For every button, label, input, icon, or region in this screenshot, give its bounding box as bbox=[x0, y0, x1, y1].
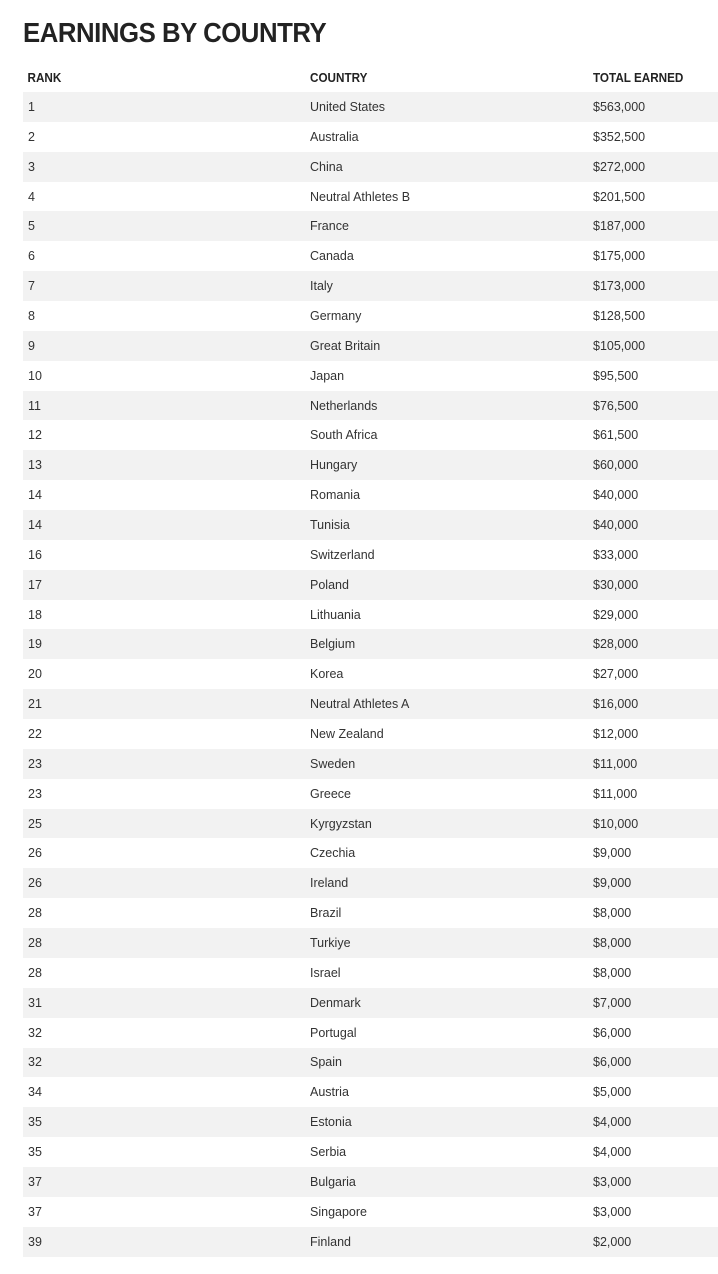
total-earned-cell: $8,000 bbox=[593, 906, 632, 921]
rank-cell: 20 bbox=[28, 667, 42, 682]
total-earned-cell: $27,000 bbox=[593, 667, 639, 682]
total-earned-cell: $4,000 bbox=[593, 1145, 632, 1159]
rank-cell: 32 bbox=[28, 1055, 42, 1070]
rank-cell: 10 bbox=[28, 368, 42, 383]
country-cell: Singapore bbox=[310, 1204, 367, 1219]
country-cell: Poland bbox=[310, 577, 349, 592]
rank-cell: 4 bbox=[28, 189, 35, 204]
table-row bbox=[23, 391, 718, 421]
rank-cell: 23 bbox=[28, 756, 42, 771]
rank-cell: 14 bbox=[28, 488, 42, 503]
country-cell: Denmark bbox=[310, 995, 361, 1010]
table-row bbox=[23, 988, 718, 1018]
rank-cell: 1 bbox=[28, 99, 35, 114]
total-earned-cell: $8,000 bbox=[593, 965, 632, 980]
total-earned-cell: $5,000 bbox=[593, 1085, 632, 1100]
total-earned-cell: $9,000 bbox=[593, 846, 632, 861]
total-earned-cell: $105,000 bbox=[593, 338, 646, 353]
country-cell: Canada bbox=[310, 249, 354, 264]
table-row bbox=[23, 958, 718, 988]
rank-cell: 37 bbox=[28, 1174, 42, 1189]
rank-cell: 5 bbox=[28, 219, 35, 234]
rank-cell: 28 bbox=[28, 935, 42, 950]
country-cell: Greece bbox=[310, 786, 351, 801]
table-row bbox=[23, 1197, 718, 1227]
total-earned-cell: $12,000 bbox=[593, 726, 639, 741]
country-cell: Australia bbox=[310, 129, 359, 144]
rank-cell: 16 bbox=[28, 547, 42, 562]
total-earned-cell: $3,000 bbox=[593, 1204, 632, 1219]
table-row bbox=[23, 838, 718, 868]
total-earned-cell: $10,000 bbox=[593, 816, 639, 831]
rank-cell: 13 bbox=[28, 458, 42, 473]
earnings-table bbox=[23, 62, 718, 1257]
country-cell: Japan bbox=[310, 368, 345, 383]
total-earned-cell: $11,000 bbox=[593, 756, 638, 771]
rank-cell: 26 bbox=[28, 846, 42, 861]
table-row bbox=[23, 779, 718, 809]
table-row bbox=[23, 1227, 718, 1257]
table-row bbox=[23, 510, 718, 540]
table-row bbox=[23, 540, 718, 570]
table-row bbox=[23, 182, 718, 212]
rank-cell: 18 bbox=[28, 607, 42, 622]
total-earned-cell: $30,000 bbox=[593, 577, 639, 592]
rank-cell: 19 bbox=[28, 637, 42, 652]
table-row bbox=[23, 480, 718, 510]
country-cell: Italy bbox=[310, 279, 333, 294]
total-earned-cell: $7,000 bbox=[593, 995, 632, 1010]
table-row bbox=[23, 659, 718, 689]
table-row bbox=[23, 570, 718, 600]
total-earned-cell: $3,000 bbox=[593, 1174, 632, 1189]
total-earned-cell: $95,500 bbox=[593, 368, 639, 383]
table-row bbox=[23, 809, 718, 839]
country-cell: Czechia bbox=[310, 846, 356, 861]
country-cell: South Africa bbox=[310, 428, 378, 443]
country-cell: Austria bbox=[310, 1085, 349, 1100]
country-cell: Germany bbox=[310, 308, 362, 323]
country-cell: Switzerland bbox=[310, 547, 375, 562]
rank-cell: 26 bbox=[28, 876, 42, 891]
country-cell: France bbox=[310, 219, 349, 234]
rank-cell: 37 bbox=[28, 1204, 42, 1219]
table-row bbox=[23, 629, 718, 659]
rank-cell: 7 bbox=[28, 279, 35, 294]
total-earned-cell: $8,000 bbox=[593, 935, 632, 950]
total-earned-cell: $29,000 bbox=[593, 607, 639, 622]
rank-cell: 11 bbox=[28, 398, 41, 413]
rank-cell: 2 bbox=[28, 129, 35, 144]
country-cell: Hungary bbox=[310, 458, 358, 473]
rank-cell: 22 bbox=[28, 726, 42, 741]
country-cell: Great Britain bbox=[310, 338, 381, 353]
table-row bbox=[23, 1167, 718, 1197]
rank-cell: 28 bbox=[28, 906, 42, 921]
table-row bbox=[23, 331, 718, 361]
table-row bbox=[23, 420, 718, 450]
table-row bbox=[23, 92, 718, 122]
table-row bbox=[23, 450, 718, 480]
table-row bbox=[23, 241, 718, 271]
country-cell: Neutral Athletes B bbox=[310, 189, 411, 204]
table-row bbox=[23, 152, 718, 182]
country-cell: United States bbox=[310, 99, 386, 114]
country-cell: Finland bbox=[310, 1234, 351, 1249]
total-earned-cell: $40,000 bbox=[593, 517, 639, 532]
table-row bbox=[23, 361, 718, 391]
rank-cell: 25 bbox=[28, 816, 42, 831]
rank-cell: 3 bbox=[28, 159, 35, 174]
table-row bbox=[23, 122, 718, 152]
total-earned-cell: $201,500 bbox=[593, 189, 646, 204]
table-row bbox=[23, 719, 718, 749]
total-earned-cell: $563,000 bbox=[593, 99, 646, 114]
table-header bbox=[23, 62, 718, 92]
page-title: EARNINGS BY COUNTRY bbox=[23, 17, 327, 48]
table-row bbox=[23, 689, 718, 719]
total-earned-cell: $272,000 bbox=[593, 159, 646, 174]
header-total-earned: TOTAL EARNED bbox=[593, 69, 684, 85]
country-cell: Sweden bbox=[310, 756, 356, 771]
table-row bbox=[23, 749, 718, 779]
country-cell: Bulgaria bbox=[310, 1174, 356, 1189]
rank-cell: 39 bbox=[28, 1234, 42, 1249]
country-cell: Serbia bbox=[310, 1145, 347, 1159]
country-cell: Portugal bbox=[310, 1025, 357, 1040]
country-cell: Turkiye bbox=[310, 935, 351, 950]
rank-cell: 35 bbox=[28, 1115, 42, 1130]
country-cell: Kyrgyzstan bbox=[310, 816, 372, 831]
country-cell: Lithuania bbox=[310, 607, 361, 622]
table-row bbox=[23, 1048, 718, 1078]
table-row bbox=[23, 898, 718, 928]
table-row bbox=[23, 1077, 718, 1107]
rank-cell: 12 bbox=[28, 428, 42, 443]
rank-cell: 6 bbox=[28, 249, 35, 264]
total-earned-cell: $40,000 bbox=[593, 488, 639, 503]
country-cell: Romania bbox=[310, 488, 361, 503]
total-earned-cell: $28,000 bbox=[593, 637, 639, 652]
total-earned-cell: $175,000 bbox=[593, 249, 646, 264]
total-earned-cell: $16,000 bbox=[593, 697, 639, 712]
total-earned-cell: $4,000 bbox=[593, 1115, 632, 1130]
table-row bbox=[23, 271, 718, 301]
table-row bbox=[23, 600, 718, 630]
country-cell: Tunisia bbox=[310, 517, 350, 532]
rank-cell: 32 bbox=[28, 1025, 42, 1040]
country-cell: Ireland bbox=[310, 876, 349, 891]
total-earned-cell: $6,000 bbox=[593, 1025, 632, 1040]
table-row bbox=[23, 301, 718, 331]
country-cell: Netherlands bbox=[310, 398, 378, 413]
country-cell: Estonia bbox=[310, 1115, 352, 1130]
table-body bbox=[23, 92, 718, 1257]
rank-cell: 28 bbox=[28, 965, 42, 980]
total-earned-cell: $60,000 bbox=[593, 458, 639, 473]
table-row bbox=[23, 868, 718, 898]
country-cell: Spain bbox=[310, 1055, 342, 1070]
country-cell: Israel bbox=[310, 965, 341, 980]
total-earned-cell: $11,000 bbox=[593, 786, 638, 801]
country-cell: Neutral Athletes A bbox=[310, 697, 410, 712]
table-row bbox=[23, 1137, 718, 1167]
table-row bbox=[23, 211, 718, 241]
total-earned-cell: $173,000 bbox=[593, 279, 646, 294]
country-cell: New Zealand bbox=[310, 726, 384, 741]
country-cell: Brazil bbox=[310, 906, 342, 921]
total-earned-cell: $187,000 bbox=[593, 219, 646, 234]
total-earned-cell: $352,500 bbox=[593, 129, 646, 144]
header-country: COUNTRY bbox=[310, 69, 368, 85]
country-cell: Belgium bbox=[310, 637, 356, 652]
total-earned-cell: $6,000 bbox=[593, 1055, 632, 1070]
table-row bbox=[23, 1107, 718, 1137]
country-cell: Korea bbox=[310, 667, 344, 682]
total-earned-cell: $2,000 bbox=[593, 1234, 632, 1249]
header-rank: RANK bbox=[27, 69, 62, 85]
table-row bbox=[23, 1018, 718, 1048]
total-earned-cell: $128,500 bbox=[593, 308, 646, 323]
total-earned-cell: $33,000 bbox=[593, 547, 639, 562]
total-earned-cell: $76,500 bbox=[593, 398, 639, 413]
rank-cell: 8 bbox=[28, 308, 35, 323]
rank-cell: 9 bbox=[28, 338, 35, 353]
rank-cell: 17 bbox=[28, 577, 42, 592]
rank-cell: 31 bbox=[28, 995, 42, 1010]
table-row bbox=[23, 928, 718, 958]
rank-cell: 34 bbox=[28, 1085, 42, 1100]
rank-cell: 35 bbox=[28, 1145, 42, 1159]
rank-cell: 21 bbox=[28, 697, 42, 712]
rank-cell: 23 bbox=[28, 786, 42, 801]
country-cell: China bbox=[310, 159, 343, 174]
total-earned-cell: $61,500 bbox=[593, 428, 639, 443]
rank-cell: 14 bbox=[28, 517, 42, 532]
total-earned-cell: $9,000 bbox=[593, 876, 632, 891]
